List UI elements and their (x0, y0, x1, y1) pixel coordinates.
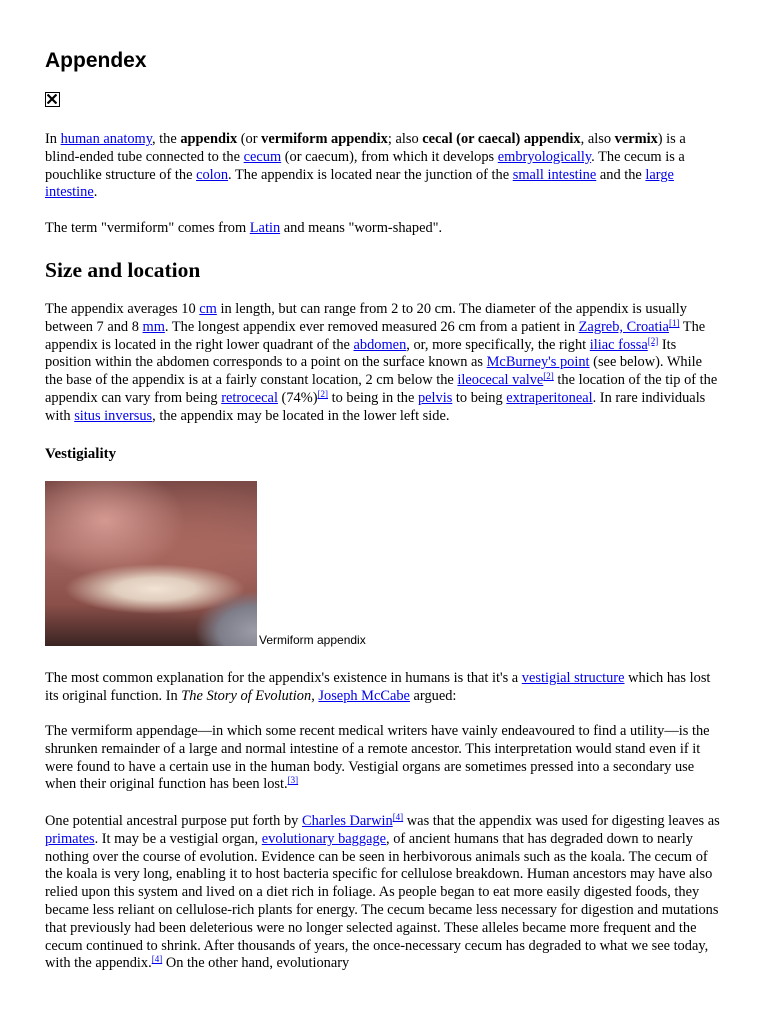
link-primates[interactable]: primates (45, 830, 95, 847)
vermiform-appendix-photo (45, 481, 257, 646)
link-situs-inversus[interactable]: situs inversus (74, 407, 153, 424)
quote-paragraph: The vermiform appendage—in which some recent medical writers have vainly endeavoured to find a utility—is the shrunken remainder of a large and normal intestine of a remote ancestor. This interpretation would stand even if it were found to have a certain use in the human body. Vestigial organs are sometimes pressed into a secondary use when their original function has been lost.[3] (45, 723, 710, 793)
link-zagreb-croatia[interactable]: Zagreb, Croatia (578, 318, 669, 335)
size-paragraph: The appendix averages 10 cm in length, but can range from 2 to 20 cm. The diameter of the appendix is usually between 7 and 8 mm. The longest appendix ever removed measured 26 cm from a patient in Zagreb, Croatia[1] The appendix is located in the right lower quadrant of the abdomen, or, more specifically, the right iliac fossa[2] Its position within the abdomen corresponds to a point on the surface known as McBurney's point (see below). While the base of the appendix is at a fairly constant location, 2 cm below the ileocecal valve[2] the location of the tip of the appendix can vary from being retrocecal (74%)[2] to being in the pelvis to being extraperitoneal. In rare individuals with situs inversus, the appendix may be located in the lower left side. (45, 301, 718, 424)
reference-link[interactable]: [2] (647, 335, 659, 346)
link-mm[interactable]: mm (142, 318, 165, 335)
figure-caption: Vermiform appendix (259, 633, 366, 647)
reference-link[interactable]: [4] (151, 954, 163, 965)
link-latin[interactable]: Latin (249, 220, 281, 236)
reference-link[interactable]: [2] (317, 388, 329, 399)
link-colon[interactable]: colon (196, 166, 229, 183)
link-vestigial-structure[interactable]: vestigial structure (521, 670, 625, 686)
page-title: Appendex (45, 49, 147, 72)
darwin-paragraph: One potential ancestral purpose put forth by Charles Darwin[4] was that the appendix was used for digesting leaves as primates. It may be a vestigial organ, evolutionary baggage, of ancient humans that has degraded down to nearly nothing over the course of evolution. Evidence can be seen in herbivorous animals such as the koala. The cecum of the koala is very long, enabling it to host bacteria specific for cellulose breakdown. Human ancestors may have also relied upon this system and lived on a diet rich in foliage. As people began to eat more easily digested foods, they became less reliant on cellulose-rich plants for energy. The cecum became less necessary for digestion and mutations that previously had been deleterious were no longer selected against. These alleles became more frequent and the cecum continued to shrink. After thousands of years, the once-necessary cecum has degraded to what we see today, with the appendix.[4] On the other hand, evolutionary (45, 812, 720, 972)
link-mcburneys-point[interactable]: McBurney's point (486, 354, 590, 371)
link-charles-darwin[interactable]: Charles Darwin (301, 813, 393, 829)
link-cecum[interactable]: cecum (243, 148, 282, 165)
link-pelvis[interactable]: pelvis (417, 389, 453, 406)
link-abdomen[interactable]: abdomen (353, 336, 407, 353)
link-extraperitoneal[interactable]: extraperitoneal (506, 389, 593, 406)
link-human-anatomy[interactable]: human anatomy (60, 131, 152, 147)
link-iliac-fossa[interactable]: iliac fossa (589, 336, 648, 353)
link-embryologically[interactable]: embryologically (497, 148, 592, 165)
reference-link[interactable]: [2] (543, 371, 554, 382)
link-retrocecal[interactable]: retrocecal (221, 389, 278, 406)
explanation-paragraph: The most common explanation for the appendix's existence in humans is that it's a vestigial structure which has lost its original function. In The Story of Evolution, Joseph McCabe argued: (45, 670, 711, 704)
reference-link[interactable]: [4] (392, 812, 404, 822)
link-cm[interactable]: cm (199, 301, 217, 317)
link-evolutionary-baggage[interactable]: evolutionary baggage (261, 830, 387, 847)
section-heading-size-and-location: Size and location (45, 258, 201, 282)
section-heading-vestigiality: Vestigiality (45, 446, 117, 462)
term-paragraph: The term "vermiform" comes from Latin and means "worm-shaped". (45, 220, 443, 236)
link-ileocecal-valve[interactable]: ileocecal valve (457, 372, 544, 389)
intro-paragraph: In human anatomy, the appendix (or vermiform appendix; also cecal (or caecal) appendix, also vermix) is a blind-ended tube connected to the cecum (or caecum), from which it develops embryologically. The cecum is a pouchlike structure of the colon. The appendix is located near the junction of the small intestine and the large intestine. (45, 131, 686, 201)
link-joseph-mccabe[interactable]: Joseph McCabe (318, 687, 410, 704)
link-small-intestine[interactable]: small intestine (512, 166, 597, 183)
broken-image-icon (45, 92, 60, 107)
reference-link[interactable]: [1] (668, 317, 680, 328)
reference-link[interactable]: [3] (287, 775, 299, 786)
link-large-intestine[interactable]: large intestine (45, 166, 674, 201)
